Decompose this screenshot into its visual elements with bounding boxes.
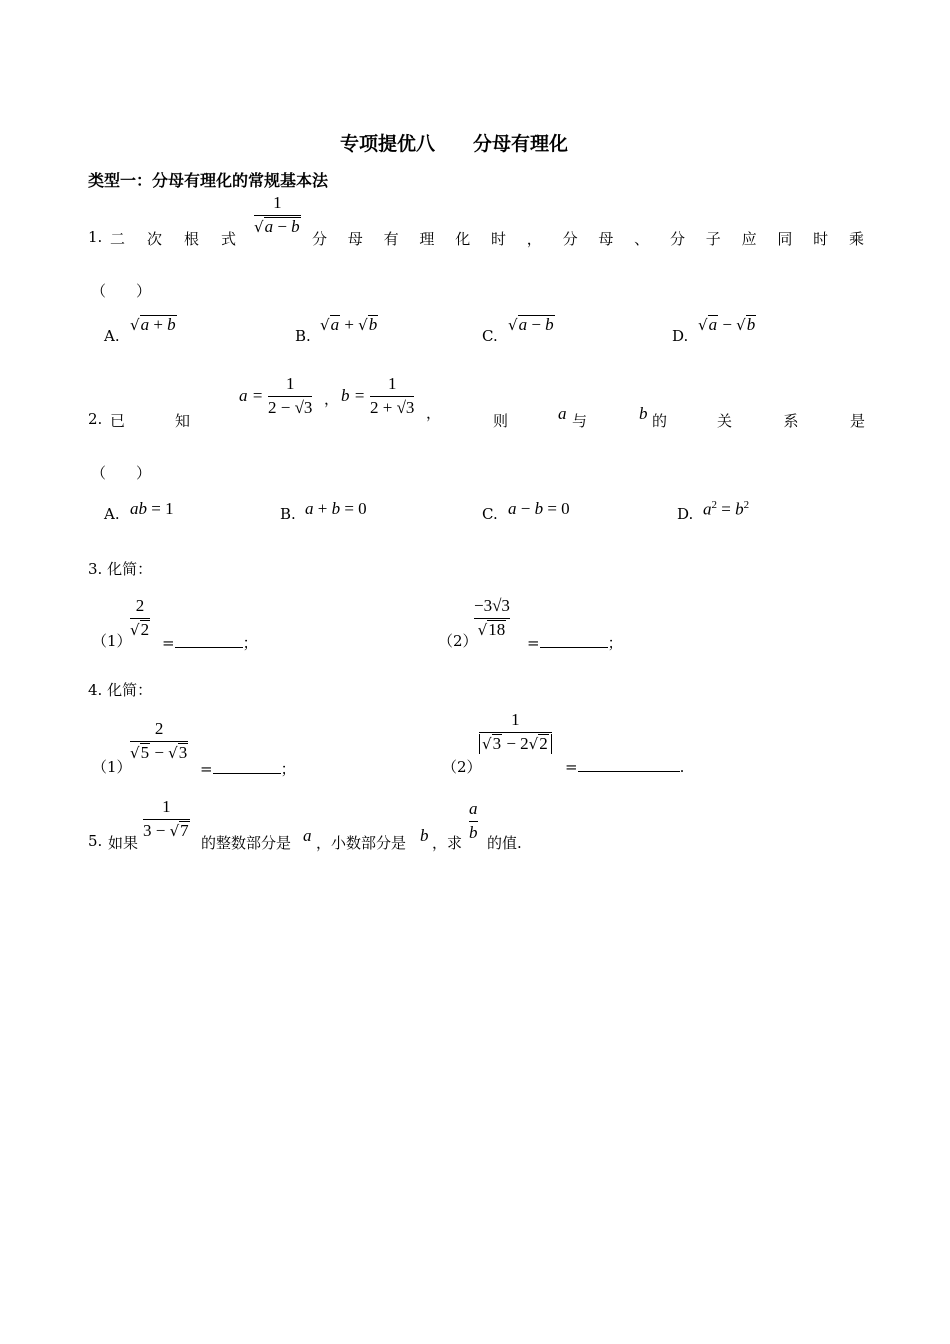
fraction-expression: 1 3 − √7 xyxy=(143,797,189,840)
option-c-expr: √a − b xyxy=(508,315,554,334)
question-stem-continued: 分 母 有 理 化 时 ， 分 母 、 分 子 应 同 时 乘 xyxy=(312,230,864,248)
option-d-label: D. xyxy=(672,327,689,345)
answer-bracket: （ ） xyxy=(91,282,152,300)
option-b-expr: √a + √b xyxy=(320,315,378,334)
var-a: a xyxy=(303,826,312,845)
var-b: b xyxy=(420,826,429,845)
fraction-part-2: −3√3 √18 xyxy=(474,596,510,639)
question-number: 1. xyxy=(88,228,103,246)
stem-then: 则 xyxy=(493,412,509,430)
part-2-label: （2） xyxy=(442,758,482,776)
fraction-part-2: 1 √3 − 2√2 xyxy=(479,710,552,754)
option-d-expr: $a^2 = b^2$ xyxy=(703,499,750,519)
stem-integer-part: 的整数部分是 xyxy=(201,834,292,852)
var-b: b = xyxy=(341,386,366,405)
equals-blank: = ； xyxy=(527,634,623,652)
option-b-expr: a + b = 0 xyxy=(305,499,367,518)
option-c-label: C. xyxy=(482,505,498,523)
fraction-a: 1 2 − √3 xyxy=(268,374,313,417)
part-1-label: （1） xyxy=(92,632,132,650)
part-2-label: （2） xyxy=(438,632,478,650)
option-a-expr: ab = 1 xyxy=(130,499,174,518)
var-b: b xyxy=(639,404,648,423)
option-b-label: B. xyxy=(280,505,296,523)
fraction-b: 1 2 + √3 xyxy=(370,374,415,417)
equals-blank: = . xyxy=(565,758,685,776)
equals-blank: = ； xyxy=(200,760,296,778)
stem-of: 的 xyxy=(652,412,668,430)
radical-fraction: 1 √a − b xyxy=(254,193,300,236)
equals-blank: = ； xyxy=(162,634,258,652)
stem-value: 的值. xyxy=(487,834,522,852)
question-label: 3. 化简： xyxy=(88,560,153,578)
answer-bracket: （ ） xyxy=(91,464,152,482)
part-1-label: （1） xyxy=(92,758,132,776)
option-d-expr: √a − √b xyxy=(698,315,756,334)
question-stem-tail: 关 系 是 xyxy=(717,412,865,430)
question-stem: 二 次 根 式 xyxy=(110,230,236,248)
option-a-label: A. xyxy=(104,327,120,345)
option-c-expr: a − b = 0 xyxy=(508,499,570,518)
stem-decimal-part: ，小数部分是 xyxy=(316,834,407,852)
stem-and: 与 xyxy=(572,412,588,430)
fraction-a-over-b: a b xyxy=(469,799,478,842)
question-number: 2. xyxy=(88,410,103,428)
question-stem: 已 知 xyxy=(110,412,190,430)
question-label: 4. 化简： xyxy=(88,681,153,699)
comma: ， xyxy=(426,404,442,422)
page-title: 专项提优八 分母有理化 xyxy=(340,133,569,155)
var-a: a xyxy=(558,404,567,423)
section-heading: 类型一：分母有理化的常规基本法 xyxy=(88,171,329,190)
fraction-part-1: 2 √2 xyxy=(130,596,150,639)
question-number: 5. xyxy=(88,832,103,850)
option-c-label: C. xyxy=(482,327,498,345)
comma: ， xyxy=(324,390,340,408)
option-a-expr: √a + b xyxy=(130,315,176,334)
option-a-label: A. xyxy=(104,505,120,523)
option-d-label: D. xyxy=(677,505,694,523)
fraction-part-1: 2 √5 − √3 xyxy=(130,719,188,762)
option-b-label: B. xyxy=(295,327,311,345)
stem-if: 如果 xyxy=(108,834,139,852)
var-a: a = xyxy=(239,386,264,405)
stem-find: ，求 xyxy=(432,834,463,852)
